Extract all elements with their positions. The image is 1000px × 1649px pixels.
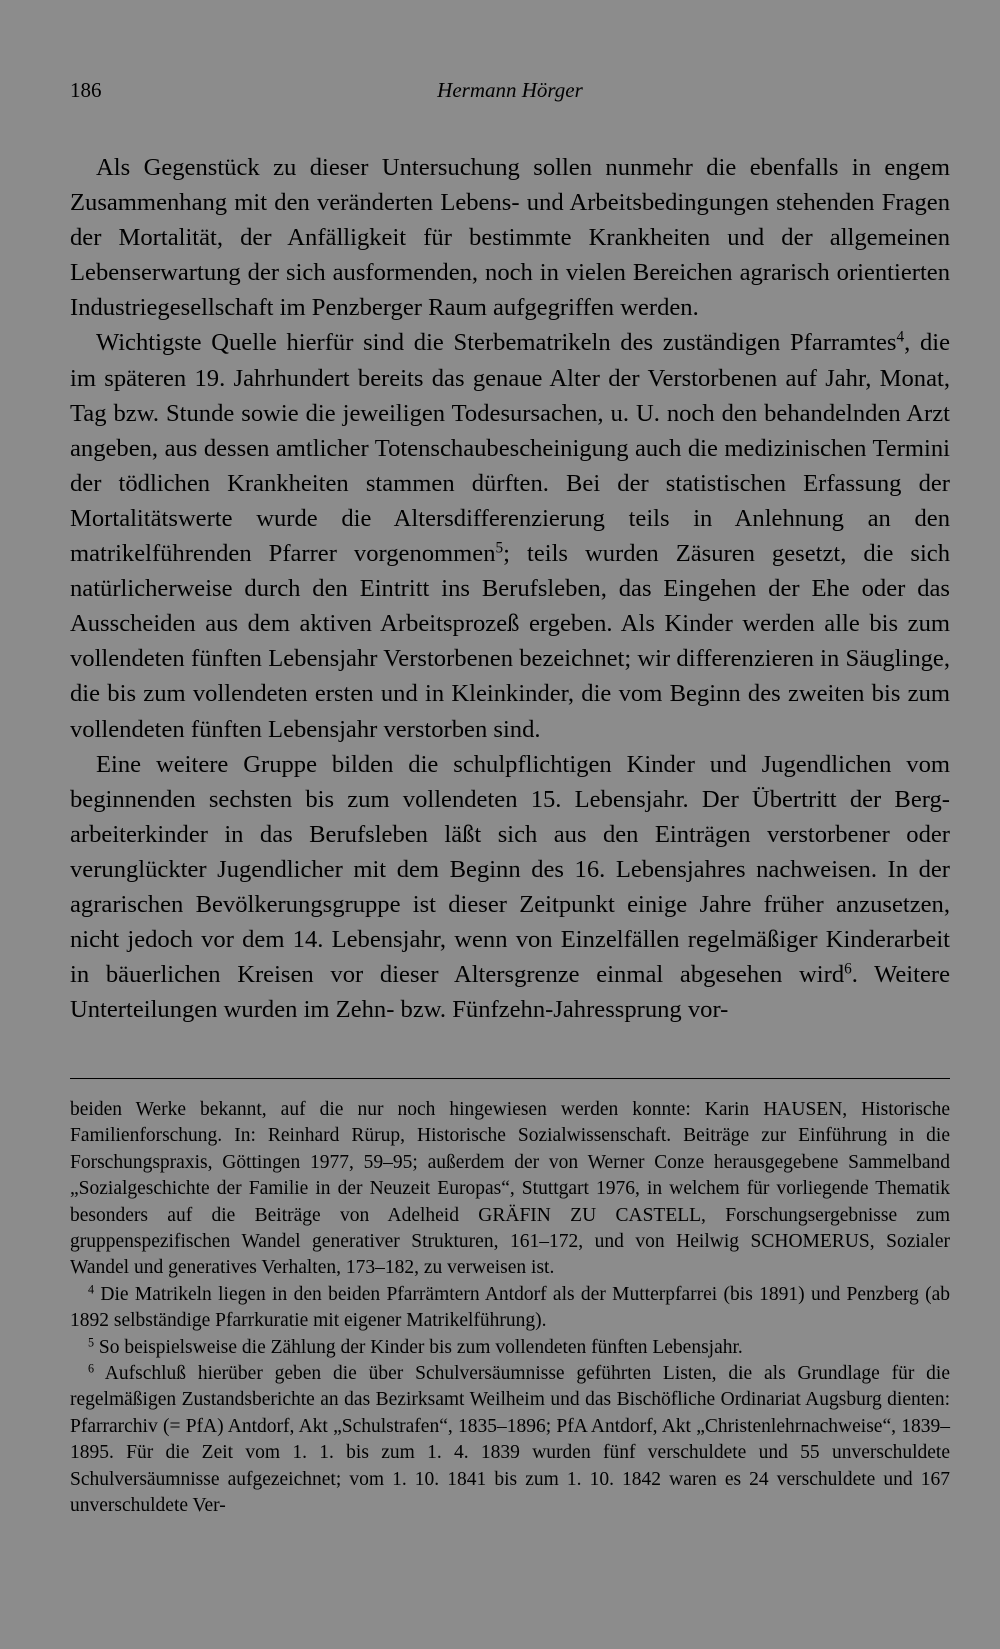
paragraph-text: Als Gegenstück zu dieser Untersuchung sollen nunmehr die ebenfalls in engem Zusammenhang mit den veränderten Lebens- und Arbeitsbedingungen stehenden Fragen der Mortalität, der Anfälligkeit für bestimmte Krankheiten und der allgemeinen Lebenserwartung der sich ausformenden, noch in vielen Bereichen agrarisch orientierten Industriegesellschaft im Penzberger Raum aufgegriffen werden. <box>70 154 950 322</box>
footnote-ref-6: 6 <box>844 960 852 978</box>
footnote-marker: 6 <box>88 1361 95 1376</box>
page-number: 186 <box>70 78 102 102</box>
paragraph-1 <box>70 150 950 325</box>
footnote-ref-4: 4 <box>896 329 905 347</box>
paragraph-3 <box>70 747 950 1028</box>
paragraph-text: . Weitere Unterteilungen wurden im Zehn- bzw. Fünfzehn-Jahressprung vor- <box>70 961 950 1024</box>
running-head: Hermann Hörger <box>437 78 583 102</box>
footnote-5 <box>70 1335 950 1361</box>
footnote-6 <box>70 1361 950 1519</box>
paragraph-text: , die im späteren 19. Jahrhundert bereits das genaue Alter der Verstorbenen auf Jahr, Monat, Tag bzw. Stunde sowie die jeweiligen Todesursachen, u. U. noch den behandelnden Arzt angeben, aus dessen amtlicher Totenschaubescheinigung auch die medizinischen Termini der tödlichen Krankheiten stammen dürften. Bei der statistischen Erfassung der Mortalitätswerte wurde die Altersdifferenzierung teils in Anlehnung an den matrikelführenden Pfarrer vorgenommen <box>70 329 950 568</box>
footnote-continued <box>70 1097 950 1282</box>
footnotes <box>70 1097 950 1520</box>
footnote-ref-5: 5 <box>495 539 504 557</box>
paragraph-2 <box>70 325 950 746</box>
paragraph-text: Eine weitere Gruppe bilden die schulpflichtigen Kinder und Jugendlichen vom beginnenden sechsten bis zum vollendeten 15. Lebensjahr. Der Übertritt der Bergarbeiterkinder in das Berufsleben läßt sich aus den Einträgen verstorbener oder verunglückter Jugendlicher mit dem Beginn des 16. Lebensjahres nachweisen. In der agrarischen Bevölkerungsgruppe ist dieser Zeitpunkt einige Jahre früher anzusetzen, nicht jedoch vor dem 14. Lebensjahr, wenn von Einzelfällen regelmäßiger Kinderarbeit in bäuerlichen Kreisen vor dieser Altersgrenze einmal abgesehen wird <box>70 750 950 989</box>
paragraph-text: ; teils wurden Zäsuren gesetzt, die sich natürlicherweise durch den Eintritt ins Berufsleben, das Eingehen der Ehe oder das Ausscheiden aus dem aktiven Arbeitsprozeß ergeben. Als Kinder werden alle bis zum vollendeten fünften Lebensjahr Verstorbenen bezeichnet; wir differenzieren in Säuglinge, die bis zum vollendeten ersten und in Kleinkinder, die vom Beginn des zweiten bis zum vollendeten fünften Lebensjahr verstorben sind. <box>70 540 950 743</box>
footnote-divider <box>70 1078 950 1079</box>
footnote-marker: 5 <box>88 1335 95 1350</box>
body-text <box>70 150 950 1027</box>
footnote-text: Aufschluß hierüber geben die über Schulversäumnisse geführten Listen, die als Grundlage für die regelmäßigen Zustandsberichte an das Bezirksamt Weilheim und das Bischöfliche Ordinariat Augsburg dienten: Pfarrarchiv (= PfA) Antdorf, Akt „Schulstrafen“, 1835–1896; PfA Antdorf, Akt „Christenlehrnachweise“, 1839–1895. Für die Zeit vom 1. 1. bis zum 1. 4. 1839 wurden fünf verschuldete und 55 unverschuldete Schulversäumnisse aufgezeichnet; vom 1. 10. 1841 bis zum 1. 10. 1842 waren es 24 verschuldete und 167 unverschuldete Ver- <box>70 1363 950 1517</box>
footnote-text: Die Matrikeln liegen in den beiden Pfarrämtern Antdorf als der Mutterpfarrei (bis 1891) und Penzberg (ab 1892 selbständige Pfarrkuratie mit eigener Matrikelführung). <box>70 1283 950 1332</box>
footnote-text: So beispielsweise die Zählung der Kinder bis zum vollendeten fünften Lebensjahr. <box>94 1336 743 1358</box>
page-header <box>70 78 950 110</box>
footnote-text: beiden Werke bekannt, auf die nur noch hingewiesen werden konnte: Karin HAUSEN, Historische Familienforschung. In: Reinhard Rürup, Historische Sozialwissenschaft. Beiträge zur Einführung in die Forschungspraxis, Göttingen 1977, 59–95; außerdem der von Werner Conze herausgegebene Sammelband „Sozialgeschichte der Familie in der Neuzeit Europas“, Stuttgart 1976, in welchem für vorliegende Thematik besonders auf die Beiträge von Adelheid GRÄFIN ZU CASTELL, Forschungsergebnisse zum gruppenspezifischen Wandel generativer Strukturen, 161–172, und von Heilwig SCHOMERUS, Sozialer Wandel und generatives Verhalten, 173–182, zu verweisen ist. <box>70 1099 950 1279</box>
footnote-4 <box>70 1282 950 1335</box>
footnote-marker: 4 <box>88 1282 95 1297</box>
paragraph-text: Wichtigste Quelle hierfür sind die Sterbematrikeln des zuständigen Pfarramtes <box>96 329 897 357</box>
